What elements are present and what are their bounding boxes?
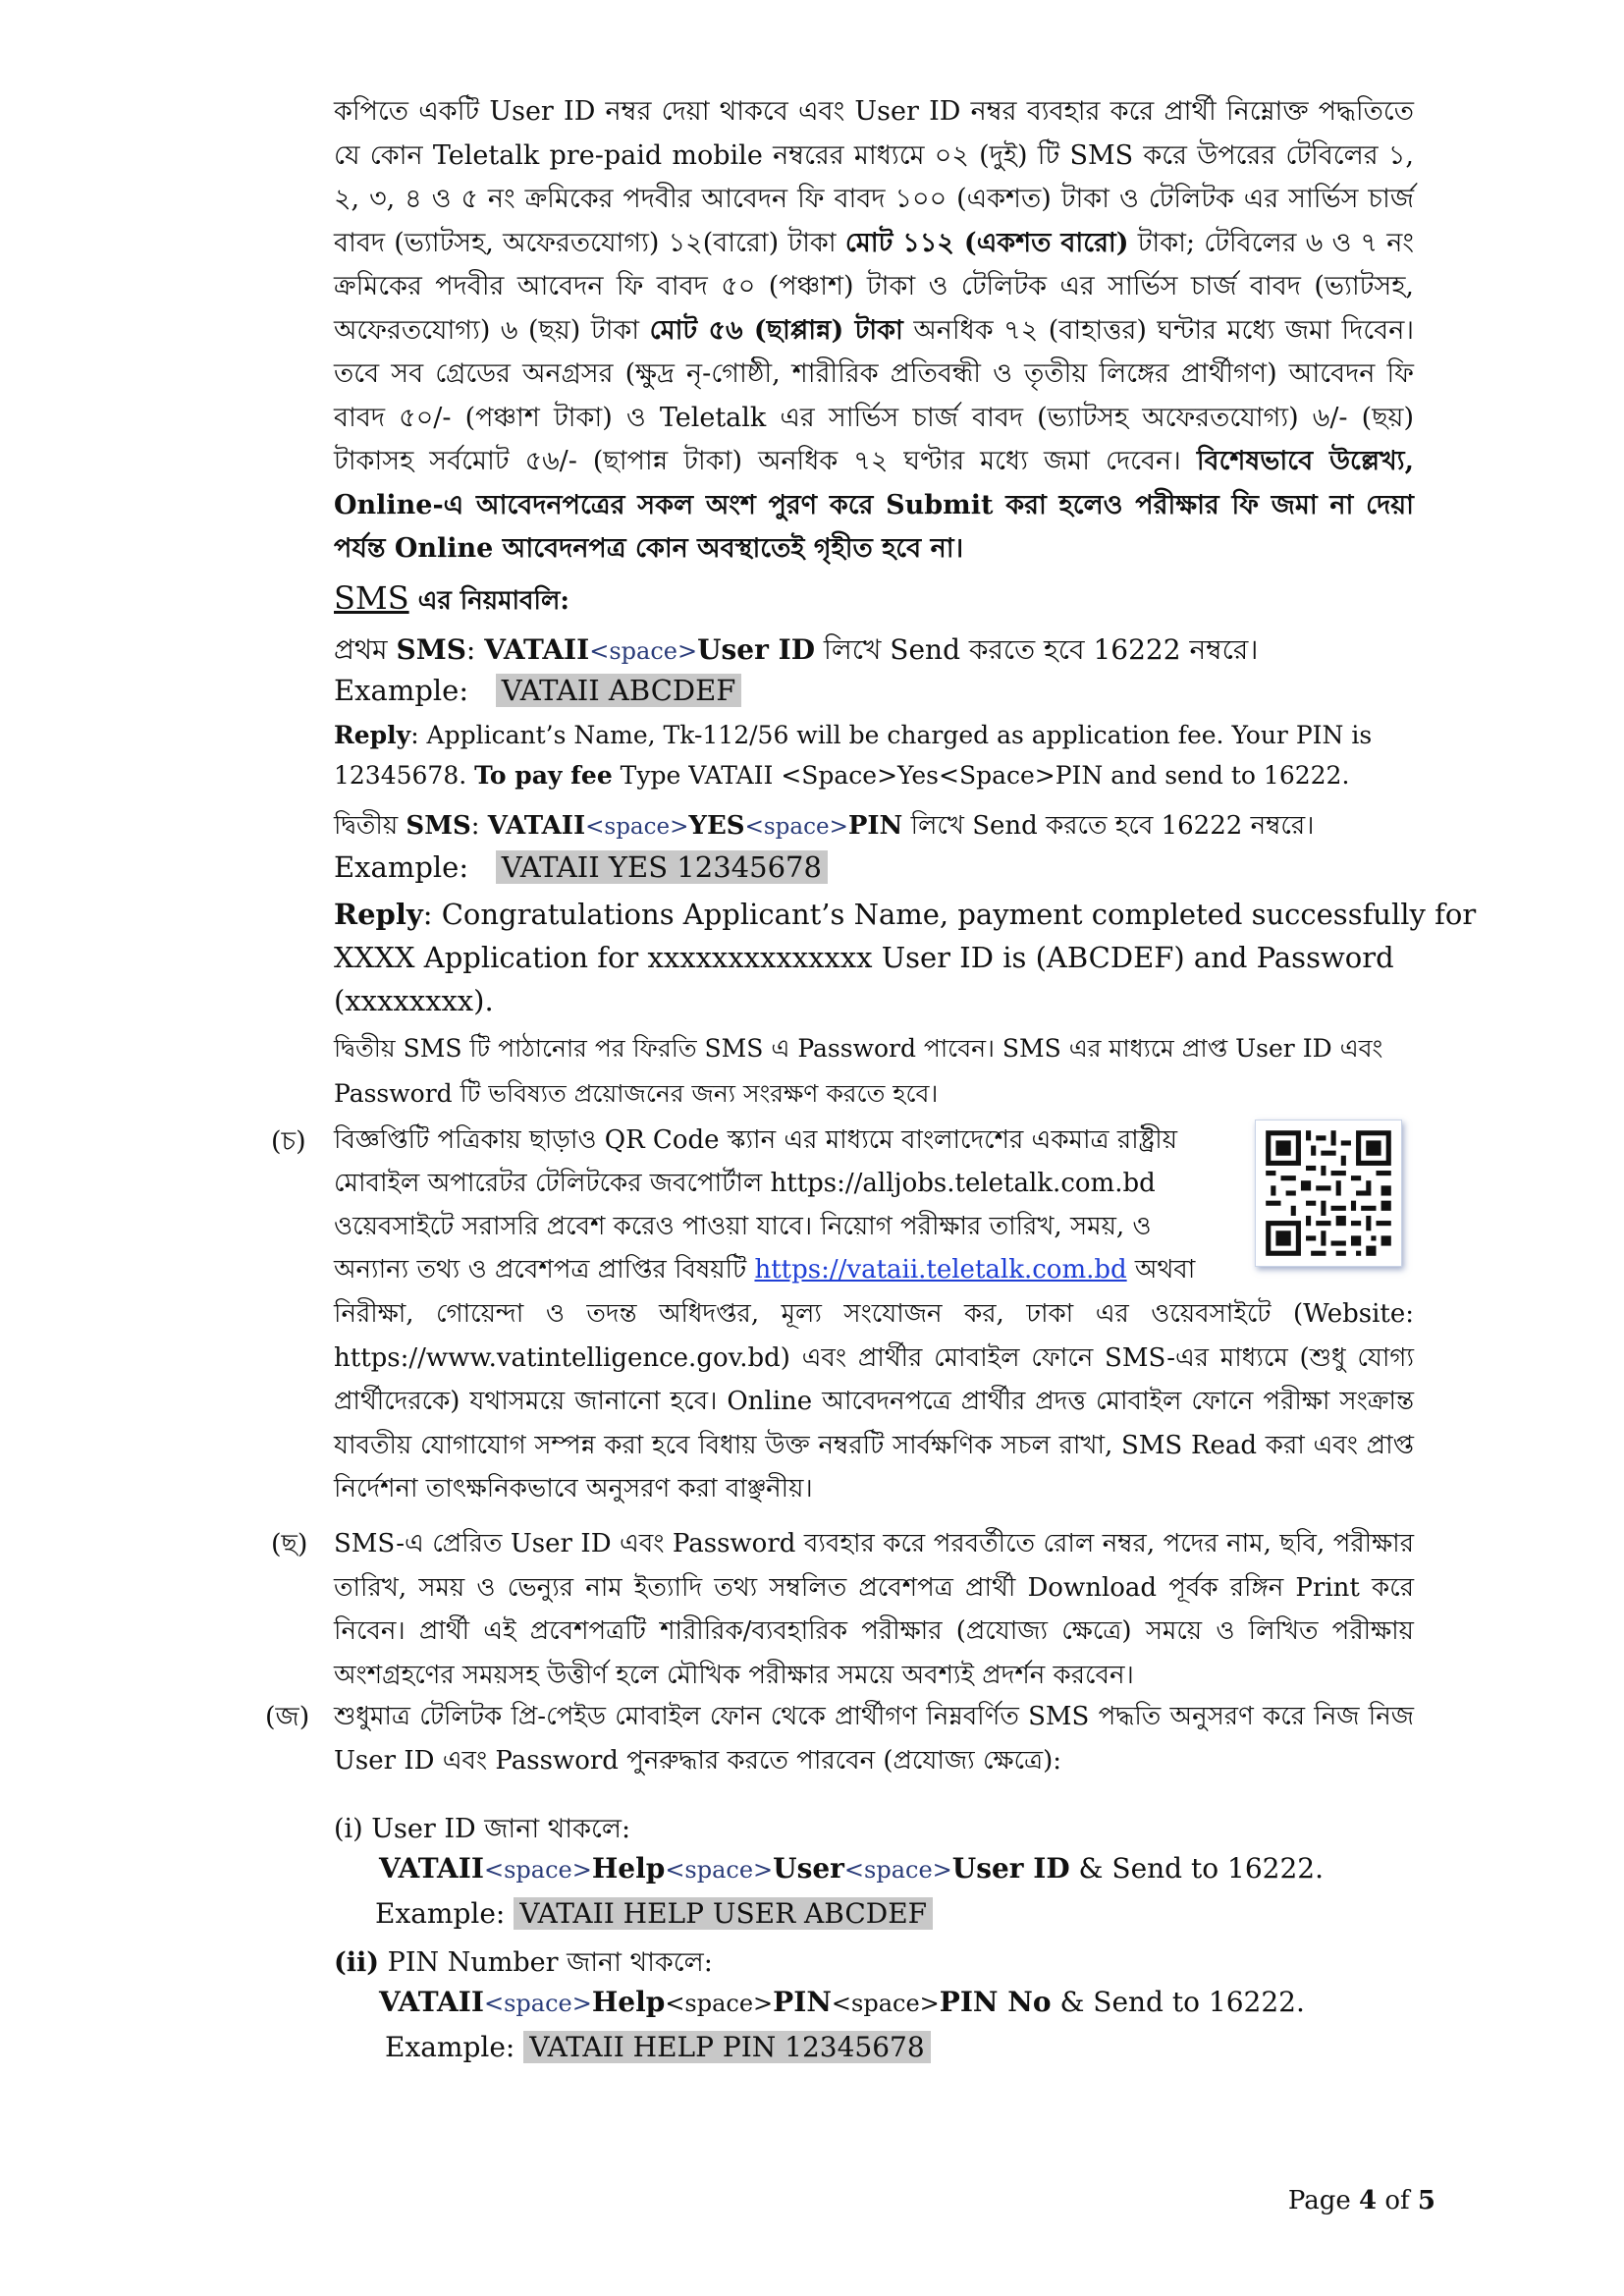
cmd-2-pin: PIN (773, 1986, 832, 2018)
vataii-teletalk-link[interactable]: https://vataii.teletalk.com.bd (754, 1255, 1127, 1285)
reply-2-label: Reply (334, 898, 423, 931)
reply-1-pin: 12345678. (334, 761, 475, 790)
page-number (1288, 2186, 1435, 2215)
intro-paragraph (334, 90, 1414, 572)
second-sms-word: SMS (406, 811, 471, 841)
second-sms-keyword: VATAII (487, 811, 586, 841)
first-sms-space: <space> (589, 637, 698, 665)
example-4-label: Example: (385, 2031, 524, 2063)
first-sms-colon: : (465, 633, 485, 666)
second-sms-space-1: <space> (585, 814, 689, 840)
section-cha-line-4-or: অথবা (1126, 1255, 1196, 1285)
section-chha-label: (ছ) (271, 1529, 308, 1559)
section-cha-rest: নিরীক্ষা, গোয়েন্দা ও তদন্ত অধিদপ্তর, মূল্য সংযোজন কর, ঢাকা এর ওয়েবসাইটে (Website: https://www.vatintelligence.gov.bd) এবং প্রার্থীর মোবাইল ফোনে SMS-এর মাধ্যমে (শুধু যোগ্য প্রার্থীদেরকে) যথাসময়ে জানানো হবে। Online আবেদনপত্রে প্রার্থীর প্রদত্ত মোবাইল ফোনে পরীক্ষা সংক্রান্ত যাবতীয় যোগাযোগ সম্পন্ন করা হবে বিধায় উক্ত নম্বরটি সার্বক্ষণিক সচল রাখা, SMS Read করা এবং প্রাপ্ত নির্দেশনা তাৎক্ষনিকভাবে অনুসরণ করা বাঞ্ছনীয়। (334, 1299, 1414, 1503)
recover-pin-label (334, 1942, 713, 1987)
first-sms-userid: User ID (697, 633, 815, 666)
example-1-label: Example: (334, 674, 469, 707)
reply-2-line-2: XXXX Application for xxxxxxxxxxxxxx User ID is (ABCDEF) and Password (334, 941, 1394, 974)
example-1-line (334, 674, 741, 707)
first-sms-word: SMS (396, 633, 466, 666)
cmd-2-keyword: VATAII (379, 1986, 484, 2018)
intro-total-56: মোট ৫৬ (ছাপ্পান্ন) টাকা (649, 314, 903, 346)
reply-1-pay-fee: To pay fee (474, 761, 613, 790)
second-sms-colon: : (470, 811, 488, 841)
recover-userid-example (375, 1897, 933, 1930)
intro-total-112: মোট ১১২ (একশত বারো) (844, 227, 1129, 258)
first-sms-line (334, 629, 1258, 675)
page-word: Page (1287, 2186, 1359, 2215)
cmd-2-space-1: <space> (483, 1990, 592, 2017)
example-2-value: VATAII YES 12345678 (496, 850, 828, 884)
example-2-label: Example: (334, 850, 469, 884)
reply-1-line-1 (334, 721, 1372, 749)
intro-text-1: কপিতে একটি User ID নম্বর দেয়া থাকবে এবং User ID নম্বর ব্যবহার করে প্রার্থী নিম্নোক্ত পদ্ধতিতে যে কোন Teletalk pre-paid mobile নম্বরের মাধ্যমে ০২ (দুই) টি SMS করে উপরের টেবিলের ১, ২, ৩, ৪ ও ৫ নং ক্রমিকের পদবীর আবেদন ফি বাবদ ১০০ (একশত) টাকা ও টেলিটক এর সার্ভিস চার্জ বাবদ (ভ্যাটসহ, অফেরতযোগ্য) ১২(বারো) টাকা (334, 96, 1414, 258)
second-sms-rest: লিখে Send করতে হবে 16222 নম্বরে। (902, 811, 1315, 841)
page-current: 4 (1359, 2186, 1378, 2215)
first-sms-keyword: VATAII (484, 633, 590, 666)
password-note-line-2: Password টি ভবিষ্যত প্রয়োজনের জন্য সংরক্ষণ করতে হবে। (334, 1079, 939, 1108)
reply-2-line-3: (xxxxxxxx). (334, 984, 494, 1017)
cmd-1-space-2: <space> (665, 1856, 774, 1884)
reply-1-label: Reply (334, 721, 411, 749)
second-sms-yes: YES (688, 811, 745, 841)
sms-rules-heading (334, 579, 569, 624)
reply-2-text-1: : Congratulations Applicant’s Name, payment completed successfully for (422, 898, 1477, 931)
qr-code[interactable] (1255, 1120, 1402, 1267)
intro-important-note: বিশেষভাবে উল্লেখ্য, Online-এ আবেদনপত্রের সকল অংশ পুরণ করে Submit করা হলেও পরীক্ষার ফি জমা না দেয়া পর্যন্ত Online আবেদনপত্র কোন অবস্থাতেই গৃহীত হবে না। (334, 446, 1414, 564)
second-sms-label: দ্বিতীয় (334, 811, 406, 841)
reply-1-line-2 (334, 761, 1349, 790)
example-2-line (334, 850, 828, 884)
recover-pin-num: (ii) (334, 1947, 380, 1978)
recover-userid-label: (i) User ID জানা থাকলে: (334, 1814, 631, 1844)
example-3-label: Example: (375, 1897, 514, 1930)
intro-text-2: টাকা; টেবিলের ৬ ও ৭ নং ক্রমিকের পদবীর আবেদন ফি বাবদ ৫০ (পঞ্চাশ) টাকা ও টেলিটক এর সার্ভিস চার্জ বাবদ (ভ্যাটসহ, অফেরতযোগ্য) ৬ (ছয়) টাকা (334, 227, 1414, 346)
example-4-value: VATAII HELP PIN 12345678 (523, 2031, 930, 2063)
section-cha-line-1: বিজ্ঞপ্তিটি পত্রিকায় ছাড়াও QR Code স্ক্যান এর মাধ্যমে বাংলাদেশের একমাত্র রাষ্ট্রীয় (334, 1125, 1178, 1155)
cmd-1-help: Help (591, 1852, 666, 1885)
second-sms-pin: PIN (847, 811, 903, 841)
second-sms-line (334, 805, 1314, 848)
recover-pin-command (379, 1986, 1305, 2018)
cmd-1-space-3: <space> (843, 1856, 952, 1884)
cmd-2-pin-no: PIN No (939, 1986, 1052, 2018)
password-note-line-1: দ্বিতীয় SMS টি পাঠানোর পর ফিরতি SMS এ Password পাবেন। SMS এর মাধ্যমে প্রাপ্ত User ID এবং (334, 1034, 1383, 1063)
cmd-1-rest: & Send to 16222. (1069, 1852, 1324, 1885)
sms-heading-word: SMS (334, 579, 409, 617)
section-cha-label: (চ) (271, 1126, 306, 1157)
cmd-1-space-1: <space> (483, 1856, 592, 1884)
example-1-value: VATAII ABCDEF (496, 674, 742, 707)
page-total: 5 (1417, 2186, 1435, 2215)
section-cha-line-3: ওয়েবসাইটে সরাসরি প্রবেশ করেও পাওয়া যাবে। নিয়োগ পরীক্ষার তারিখ, সময়, ও (334, 1212, 1152, 1241)
sms-heading-rest: এর নিয়মাবলি: (408, 586, 569, 616)
first-sms-label: প্রথম (334, 633, 397, 666)
cmd-1-userid: User ID (951, 1852, 1070, 1885)
reply-1-text-a: : Applicant’s Name, Tk-112/56 will be charged as application fee. Your PIN is (410, 721, 1373, 749)
first-sms-rest: লিখে Send করতে হবে 16222 নম্বরে। (814, 633, 1259, 666)
cmd-2-help: Help (591, 1986, 666, 2018)
cmd-1-keyword: VATAII (379, 1852, 484, 1885)
recover-pin-text: PIN Number জানা থাকলে: (379, 1947, 713, 1978)
reply-2-line-1 (334, 898, 1476, 931)
section-cha-line-4-text: অন্যান্য তথ্য ও প্রবেশপত্র প্রাপ্তির বিষয়টি (334, 1255, 755, 1285)
recover-userid-command (379, 1852, 1324, 1885)
cmd-1-user: User (773, 1852, 844, 1885)
second-sms-space-2: <space> (744, 814, 848, 840)
example-3-value: VATAII HELP USER ABCDEF (514, 1897, 933, 1930)
intro-text-3: অনধিক ৭২ (বাহাত্তর) ঘন্টার মধ্যে জমা দিবেন। তবে সব গ্রেডের অনগ্রসর (ক্ষুদ্র নৃ-গোষ্ঠী, শারীরিক প্রতিবন্ধী ও তৃতীয় লিঙ্গের প্রার্থীগণ) আবেদন ফি বাবদ ৫০/- (পঞ্চাশ টাকা) ও Teletalk এর সার্ভিস চার্জ বাবদ (ভ্যাটসহ অফেরতযোগ্য) ৬/- (ছয়) টাকাসহ সর্বমোট ৫৬/- (ছাপান্ন টাকা) অনধিক ৭২ ঘণ্টার মধ্যে জমা দেবেন। (334, 314, 1414, 476)
recover-pin-example (385, 2031, 931, 2063)
section-ja-text: শুধুমাত্র টেলিটক প্রি-পেইড মোবাইল ফোন থেকে প্রার্থীগণ নিম্নবর্ণিত SMS পদ্ধতি অনুসরণ করে নিজ নিজ User ID এবং Password পুনরুদ্ধার করতে পারবেন (প্রযোজ্য ক্ষেত্রে): (334, 1702, 1414, 1776)
qr-code-icon (1256, 1121, 1401, 1266)
section-cha-line-2: মোবাইল অপারেটর টেলিটকের জবপোর্টাল https://alljobs.teletalk.com.bd (334, 1169, 1156, 1198)
cmd-2-space-3: <space> (831, 1990, 940, 2017)
cmd-2-space-2: <space> (665, 1990, 774, 2017)
page-of: of (1377, 2186, 1418, 2215)
section-cha-line-4 (334, 1249, 1195, 1292)
cmd-2-rest: & Send to 16222. (1051, 1986, 1305, 2018)
reply-1-text-b: Type VATAII <Space>Yes<Space>PIN and send to 16222. (612, 761, 1350, 790)
section-ja-label: (জ) (265, 1702, 310, 1732)
section-chha-text: SMS-এ প্রেরিত User ID এবং Password ব্যবহার করে পরবর্তীতে রোল নম্বর, পদের নাম, ছবি, পরীক্ষার তারিখ, সময় ও ভেন্যুর নাম ইত্যাদি তথ্য সম্বলিত প্রবেশপত্র প্রার্থী Download পূর্বক রঙ্গিন Print করে নিবেন। প্রার্থী এই প্রবেশপত্রটি শারীরিক/ব্যবহারিক পরীক্ষার (প্রযোজ্য ক্ষেত্রে) সময়ে ও লিখিত পরীক্ষায় অংশগ্রহণের সময়সহ উত্তীর্ণ হলে মৌখিক পরীক্ষার সময়ে অবশ্যই প্রদর্শন করবেন। (334, 1529, 1414, 1690)
